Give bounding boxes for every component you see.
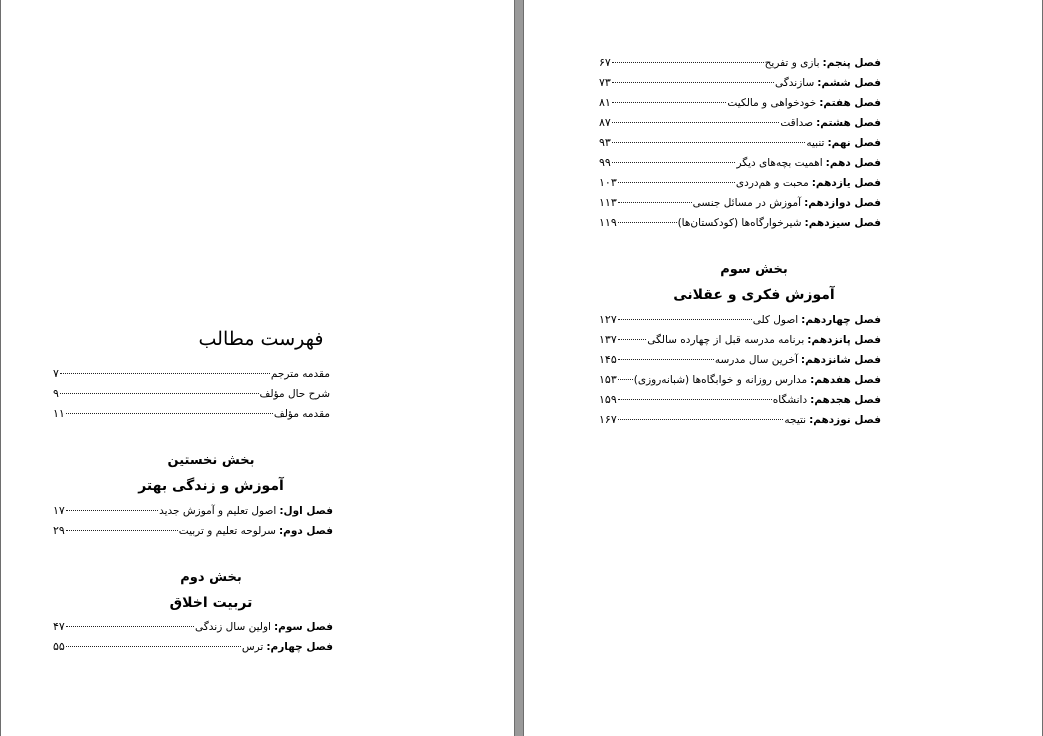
dot-leader [618, 359, 714, 360]
dot-leader [612, 102, 727, 103]
entry-name: سازندگی [775, 77, 815, 89]
part-subtitle: آموزش فکری و عقلانی [673, 287, 835, 303]
entry-name: ترس [241, 641, 264, 653]
part-three-list [599, 313, 881, 433]
toc-entry-translator-intro[interactable] [53, 367, 333, 387]
page-number: ۱۵۳ [599, 373, 617, 386]
chapter-label: فصل هشتم: [816, 117, 881, 129]
dot-leader [66, 646, 241, 647]
dot-leader [618, 222, 677, 223]
chapter-label: فصل هفدهم: [810, 374, 881, 386]
chapter-label: فصل هجدهم: [810, 394, 881, 406]
toc-entry-chapter-14[interactable] [599, 313, 881, 333]
page-number: ۸۱ [599, 96, 611, 109]
page-number: ۱۱۹ [599, 216, 617, 229]
chapter-label: فصل دوم: [278, 525, 333, 537]
chapter-label: فصل چهارم: [266, 641, 333, 653]
toc-entry-chapter-18[interactable] [599, 393, 881, 413]
dot-leader [612, 82, 774, 83]
dot-leader [618, 339, 646, 340]
page-number: ۵۵ [53, 640, 65, 653]
toc-entry-chapter-7[interactable] [599, 96, 881, 116]
entry-name: شیرخوارگاه‌ها (کودکستان‌ها) [677, 217, 802, 229]
page-number: ۱۲۷ [599, 313, 617, 326]
part-heading: بخش نخستین [167, 453, 255, 468]
toc-entry-chapter-2[interactable] [53, 524, 333, 544]
dot-leader [60, 393, 259, 394]
toc-entry-chapter-13[interactable] [599, 216, 881, 236]
page-number: ۱۶۷ [599, 413, 617, 426]
entry-name: برنامه مدرسه قبل از چهارده سالگی [647, 334, 805, 346]
toc-entry-chapter-12[interactable] [599, 196, 881, 216]
entry-name: دانشگاه [772, 394, 808, 406]
entry-name: شرح حال مؤلف [259, 388, 330, 400]
dot-leader [66, 510, 158, 511]
chapter-label: فصل هفتم: [819, 97, 881, 109]
chapter-label: فصل شانزدهم: [800, 354, 881, 366]
page-number: ۱۷ [53, 504, 65, 517]
toc-entry-author-intro[interactable] [53, 407, 333, 427]
toc-entry-chapter-6[interactable] [599, 76, 881, 96]
dot-leader [612, 62, 764, 63]
toc-entry-chapter-3[interactable] [53, 620, 333, 640]
chapter-label: فصل پنجم: [822, 57, 881, 69]
chapter-label: فصل دهم: [825, 157, 881, 169]
page-number: ۱۳۷ [599, 333, 617, 346]
part-one-heading [111, 451, 311, 496]
chapter-label: فصل نوزدهم: [809, 414, 881, 426]
toc-entry-chapter-19[interactable] [599, 413, 881, 433]
page-number: ۹۹ [599, 156, 611, 169]
entry-name: محبت و هم‌دردی [735, 177, 809, 189]
dot-leader [60, 373, 270, 374]
entry-name: سرلوحه تعلیم و تربیت [178, 525, 276, 537]
part-two-continued-list [599, 56, 881, 236]
page-number: ۴۷ [53, 620, 65, 633]
part-three-heading [654, 260, 854, 305]
entry-name: آموزش در مسائل جنسی [692, 197, 802, 209]
toc-title: فهرست مطالب [198, 328, 324, 350]
entry-name: تنبیه [806, 137, 825, 149]
dot-leader [618, 319, 752, 320]
right-page [523, 0, 1043, 736]
part-two-heading [111, 568, 311, 613]
entry-name: صداقت [780, 117, 814, 129]
part-subtitle: آموزش و زندگی بهتر [138, 478, 284, 494]
page-number: ۱۱۳ [599, 196, 617, 209]
entry-name: مقدمه مؤلف [273, 408, 330, 420]
dot-leader [618, 202, 692, 203]
page-number: ۹ [53, 387, 59, 400]
entry-name: مقدمه مترجم [270, 368, 330, 380]
dot-leader [618, 182, 735, 183]
toc-entry-chapter-4[interactable] [53, 640, 333, 660]
page-number: ۱۴۵ [599, 353, 617, 366]
dot-leader [618, 399, 772, 400]
part-two-list [53, 620, 333, 660]
page-number: ۱۵۹ [599, 393, 617, 406]
toc-entry-chapter-10[interactable] [599, 156, 881, 176]
entry-name: خودخواهی و مالکیت [727, 97, 817, 109]
entry-name: نتیجه [784, 414, 807, 426]
dot-leader [618, 419, 784, 420]
page-number: ۱۰۳ [599, 176, 617, 189]
part-one-list [53, 504, 333, 544]
toc-entry-chapter-11[interactable] [599, 176, 881, 196]
dot-leader [66, 530, 178, 531]
entry-name: اولین سال زندگی [195, 621, 271, 633]
chapter-label: فصل دوازدهم: [804, 197, 881, 209]
toc-entry-author-biography[interactable] [53, 387, 333, 407]
page-number: ۷۳ [599, 76, 611, 89]
page-number: ۸۷ [599, 116, 611, 129]
toc-entry-chapter-8[interactable] [599, 116, 881, 136]
page-number: ۶۷ [599, 56, 611, 69]
entry-name: بازی و تفریح [764, 57, 820, 69]
toc-entry-chapter-16[interactable] [599, 353, 881, 373]
chapter-label: فصل یازدهم: [811, 177, 881, 189]
part-subtitle: تربیت اخلاق [169, 595, 253, 611]
chapter-label: فصل ششم: [817, 77, 881, 89]
entry-name: اهمیت بچه‌های دیگر [736, 157, 823, 169]
toc-entry-chapter-17[interactable] [599, 373, 881, 393]
entry-name: مدارس روزانه و خوابگاه‌ها (شبانه‌روزی) [633, 374, 808, 386]
entry-name: اصول تعلیم و آموزش جدید [159, 505, 277, 517]
page-number: ۷ [53, 367, 59, 380]
page-number: ۱۱ [53, 407, 65, 420]
dot-leader [618, 379, 633, 380]
chapter-label: فصل پانزدهم: [807, 334, 881, 346]
chapter-label: فصل چهاردهم: [801, 314, 881, 326]
chapter-label: فصل اول: [279, 505, 333, 517]
dot-leader [612, 122, 780, 123]
dot-leader [66, 413, 273, 414]
dot-leader [612, 162, 736, 163]
chapter-label: فصل نهم: [827, 137, 881, 149]
chapter-label: فصل سیزدهم: [804, 217, 881, 229]
entry-name: آخرین سال مدرسه [714, 354, 798, 366]
page-number: ۲۹ [53, 524, 65, 537]
left-page [0, 0, 515, 736]
part-heading: بخش دوم [180, 570, 242, 585]
dot-leader [66, 626, 194, 627]
toc-entry-chapter-1[interactable] [53, 504, 333, 524]
page-number: ۹۳ [599, 136, 611, 149]
part-heading: بخش سوم [720, 262, 788, 277]
toc-entry-chapter-9[interactable] [599, 136, 881, 156]
chapter-label: فصل سوم: [273, 621, 333, 633]
toc-entry-chapter-15[interactable] [599, 333, 881, 353]
front-matter-list [53, 367, 333, 427]
toc-entry-chapter-5[interactable] [599, 56, 881, 76]
dot-leader [612, 142, 806, 143]
entry-name: اصول کلی [752, 314, 799, 326]
